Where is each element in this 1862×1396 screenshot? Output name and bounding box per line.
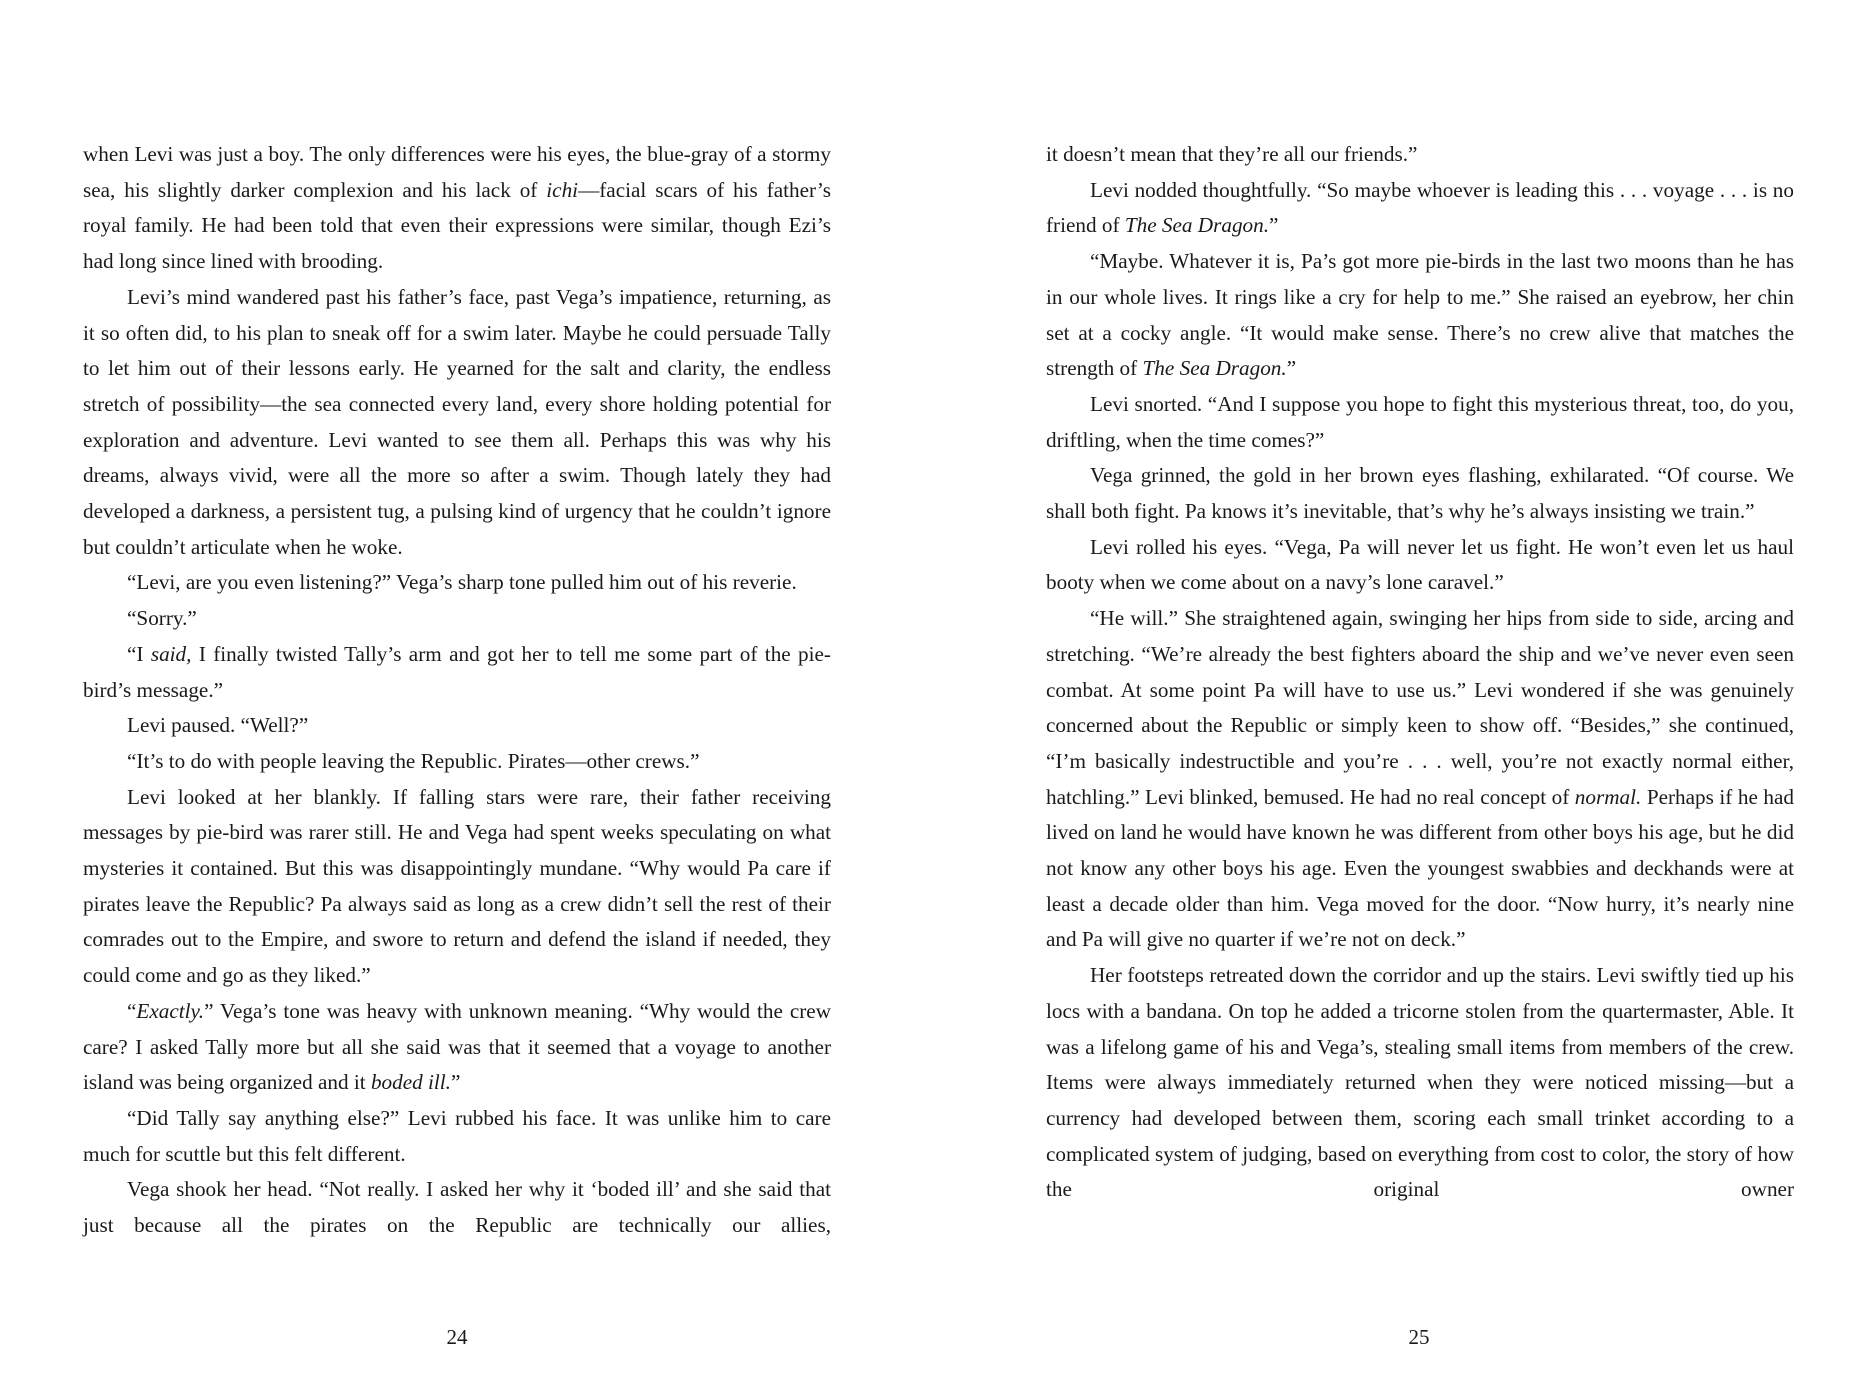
text-run: Levi nodded thoughtfully. “So maybe whoever is leading this . . . voyage . . . is no friend of (1046, 177, 1794, 238)
text-run: Levi snorted. “And I suppose you hope to fight this mysterious threat, too, do you, driftling, when the time comes?” (1046, 391, 1794, 452)
paragraph (1046, 458, 1794, 529)
text-run: Vega shook her head. “Not really. I asked her why it ‘boded ill’ and she said that just because all the pirates on the Republic are technically our allies, (83, 1177, 831, 1238)
paragraph (83, 565, 831, 601)
text-run: “It’s to do with people leaving the Republic. Pirates—other crews.” (127, 748, 700, 773)
paragraph (1046, 173, 1794, 244)
paragraph (1046, 137, 1794, 173)
right-page-number: 25 (1408, 1325, 1430, 1349)
text-run: Perhaps if he had lived on land he would have known he was different from other boys his age, but he did not know any other boys his age. Even the youngest swabbies and deckhands were at least a decade older than him. Vega moved for the door. “Now hurry, it’s nearly nine and Pa will give no quarter if we’re not on deck.” (1046, 784, 1794, 952)
paragraph (1046, 387, 1794, 458)
text-run: Her footsteps retreated down the corridor and up the stairs. Levi swiftly tied up his locs with a bandana. On top he added a tricorne stolen from the quartermaster, Able. It was a lifelong game of his and Vega’s, stealing small items from members of the crew. Items were always immediately returned when they were noticed missing—but a currency had developed between them, scoring each small trinket according to a complicated system of judging, based on everything from cost to color, the story of how the original owner (1046, 963, 1794, 1202)
text-run: “I (127, 641, 151, 666)
paragraph (83, 601, 831, 637)
text-run: I finally twisted Tally’s arm and got her to tell me some part of the pie-bird’s message.” (83, 641, 831, 702)
italic-run: The Sea Dragon. (1142, 356, 1287, 381)
paragraph (83, 708, 831, 744)
paragraph (1046, 530, 1794, 601)
paragraph (83, 280, 831, 566)
text-run: when Levi was just a boy. The only differences were his eyes, the blue-gray of a stormy sea, his slightly darker complexion and his lack of (83, 142, 831, 202)
paragraph (83, 637, 831, 708)
italic-run: said, (150, 641, 192, 666)
text-run: “Sorry.” (127, 606, 197, 631)
italic-run: normal. (1574, 784, 1642, 809)
left-page (83, 137, 831, 1317)
paragraph (83, 1101, 831, 1172)
italic-run: The Sea Dragon. (1124, 213, 1270, 238)
text-run: “He will.” She straightened again, swinging her hips from side to side, arcing and stretching. “We’re already the best fighters aboard the ship and we’ve never even seen combat. At some point Pa will have to use us.” Levi wondered if she was genuinely concerned about the Republic or simply keen to show off. “Besides,” she continued, “I’m basically indestructible and you’re . . . well, you’re not exactly normal either, hatchling.” Levi blinked, bemused. He had no real concept of (1046, 606, 1794, 809)
text-run: Vega grinned, the gold in her brown eyes flashing, exhilarated. “Of course. We shall both fight. Pa knows it’s inevitable, that’s why he’s always insisting we train.” (1046, 463, 1794, 524)
text-run: ” (1269, 213, 1279, 238)
italic-run: ichi (546, 177, 579, 202)
left-page-body (83, 137, 831, 1244)
text-run: “Maybe. Whatever it is, Pa’s got more pie-birds in the last two moons than he has in our whole lives. It rings like a cry for help to me.” She raised an eyebrow, her chin set at a cocky angle. “It would make sense. There’s no crew alive that matches the strength of (1046, 249, 1794, 381)
paragraph (1046, 244, 1794, 387)
paragraph (83, 780, 831, 994)
text-run: it doesn’t mean that they’re all our friends.” (1046, 142, 1418, 166)
text-run: “Did Tally say anything else?” Levi rubbed his face. It was unlike him to care much for scuttle but this felt different. (83, 1105, 831, 1166)
text-run: Levi paused. “Well?” (127, 713, 309, 738)
italic-run: Exactly. (136, 998, 205, 1023)
text-run: Levi’s mind wandered past his father’s face, past Vega’s impatience, returning, as it so often did, to his plan to sneak off for a swim later. Maybe he could persuade Tally to let him out of their lessons early. He yearned for the salt and clarity, the endless stretch of possibility—the sea connected every land, every shore holding potential for exploration and adventure. Levi wanted to see them all. Perhaps this was why his dreams, always vivid, were all the more so after a swim. Though lately they had developed a darkness, a persistent tug, a pulsing kind of urgency that he couldn’t ignore but couldn’t articulate when he woke. (83, 284, 831, 559)
text-run: ” (450, 1070, 461, 1095)
paragraph (83, 994, 831, 1101)
paragraph (83, 744, 831, 780)
paragraph (1046, 958, 1794, 1208)
left-page-number: 24 (446, 1325, 468, 1349)
italic-run: boded ill. (370, 1070, 451, 1095)
text-run: ” Vega’s tone was heavy with unknown meaning. “Why would the crew care? I asked Tally more but all she said was that it seemed that a voyage to another island was being organized and it (83, 998, 831, 1095)
text-run: Levi looked at her blankly. If falling stars were rare, their father receiving messages by pie-bird was rarer still. He and Vega had spent weeks speculating on what mysteries it contained. But this was disappointingly mundane. “Why would Pa care if pirates leave the Republic? Pa always said as long as a crew didn’t sell the rest of their comrades out to the Empire, and swore to return and defend the island if needed, they could come and go as they liked.” (83, 784, 831, 988)
text-run: “ (127, 998, 137, 1023)
text-run: Levi rolled his eyes. “Vega, Pa will never let us fight. He won’t even let us haul booty when we come about on a navy’s lone caravel.” (1046, 534, 1794, 595)
text-run: —facial scars of his father’s royal family. He had been told that even their expressions were similar, though Ezi’s had long since lined with brooding. (83, 177, 831, 274)
paragraph (83, 1172, 831, 1243)
right-page (1046, 137, 1794, 1317)
text-run: ” (1286, 356, 1297, 381)
right-page-body (1046, 137, 1794, 1208)
text-run: “Levi, are you even listening?” Vega’s sharp tone pulled him out of his reverie. (127, 570, 797, 595)
paragraph (83, 137, 831, 280)
paragraph (1046, 601, 1794, 958)
